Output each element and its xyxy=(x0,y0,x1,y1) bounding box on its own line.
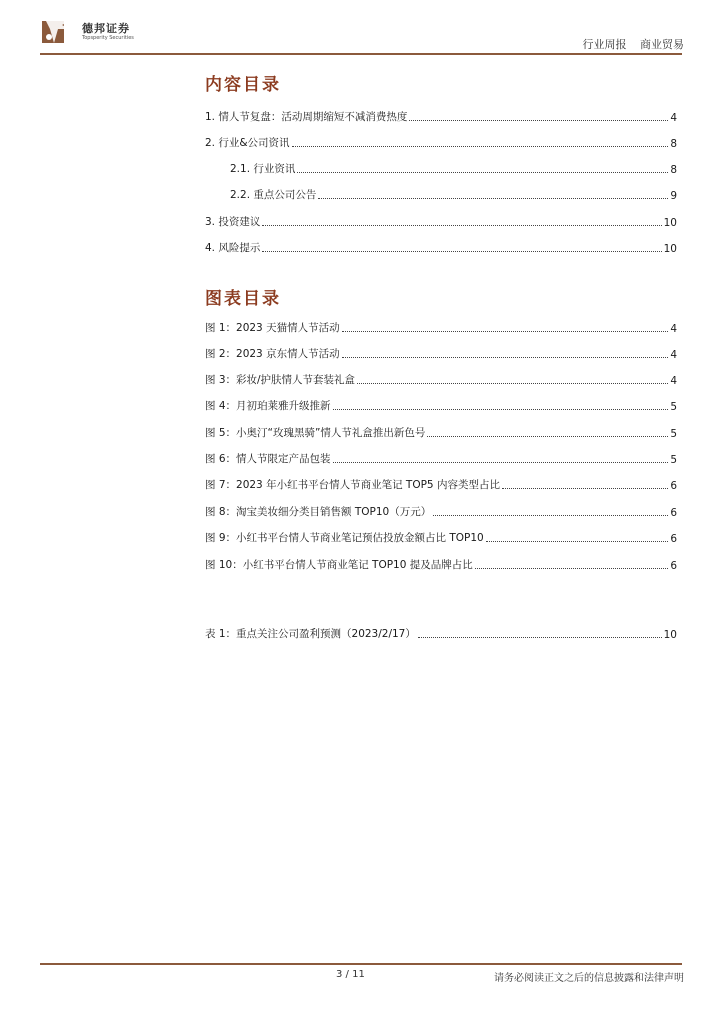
page-header xyxy=(0,0,724,56)
brand-name: 德邦证券 xyxy=(82,22,130,35)
page-number: 3 / 11 xyxy=(336,969,365,980)
table-entry-page: 10 xyxy=(663,629,677,641)
figure-entry-label: 图 6：情人节限定产品包装 xyxy=(205,453,331,465)
toc-entry[interactable] xyxy=(205,136,677,150)
figure-entry-label: 图 10：小红书平台情人节商业笔记 TOP10 提及品牌占比 xyxy=(205,559,473,571)
figure-entry-page: 5 xyxy=(670,428,677,440)
figure-entry[interactable] xyxy=(205,426,677,440)
industry-tag: 商业贸易 xyxy=(640,38,684,51)
dot-leader xyxy=(475,568,669,569)
dot-leader xyxy=(357,383,668,384)
dot-leader xyxy=(262,251,661,252)
toc-entry-label: 3. 投资建议 xyxy=(205,216,261,228)
figure-entry[interactable] xyxy=(205,321,677,335)
report-tags xyxy=(573,36,685,52)
figures-title: 图表目录 xyxy=(205,289,281,309)
table-entry-label: 表 1：重点关注公司盈利预测（2023/2/17） xyxy=(205,628,416,640)
brand-english-name: Topsperity Securities xyxy=(82,35,134,41)
figure-entry-page: 5 xyxy=(670,401,677,413)
figure-entry-label: 图 2：2023 京东情人节活动 xyxy=(205,348,340,360)
toc-entry-page: 8 xyxy=(670,164,677,176)
dot-leader xyxy=(433,515,668,516)
toc-entry-label: 2. 行业&公司资讯 xyxy=(205,137,290,149)
figure-entry-label: 图 8：淘宝美妆细分类目销售额 TOP10（万元） xyxy=(205,506,432,518)
table-entry[interactable] xyxy=(205,627,677,641)
toc-entry-label: 2.1. 行业资讯 xyxy=(230,163,296,175)
dot-leader xyxy=(409,120,668,121)
legal-disclaimer: 请务必阅读正文之后的信息披露和法律声明 xyxy=(494,973,684,984)
figure-entry-label: 图 7：2023 年小红书平台情人节商业笔记 TOP5 内容类型占比 xyxy=(205,479,500,491)
figure-entry[interactable] xyxy=(205,373,677,387)
toc-entry[interactable] xyxy=(230,162,677,176)
figure-entry-page: 4 xyxy=(670,349,677,361)
dot-leader xyxy=(342,331,669,332)
figure-entry-page: 4 xyxy=(670,323,677,335)
dot-leader xyxy=(297,172,668,173)
dot-leader xyxy=(318,198,668,199)
figure-entry-label: 图 1：2023 天猫情人节活动 xyxy=(205,322,340,334)
toc-entry-page: 10 xyxy=(663,243,677,255)
dot-leader xyxy=(502,488,668,489)
report-type-tag: 行业周报 xyxy=(582,38,627,51)
figure-entry-label: 图 3：彩妆/护肤情人节套装礼盒 xyxy=(205,374,356,386)
dot-leader xyxy=(262,225,661,226)
dot-leader xyxy=(342,357,669,358)
figure-entry[interactable] xyxy=(205,478,677,492)
figure-entry[interactable] xyxy=(205,452,677,466)
figure-entry[interactable] xyxy=(205,399,677,413)
figure-entry-label: 图 9：小红书平台情人节商业笔记预估投放金额占比 TOP10 xyxy=(205,532,484,544)
figure-entry-page: 4 xyxy=(670,375,677,387)
figure-entry-page: 5 xyxy=(670,454,677,466)
dot-leader xyxy=(486,541,669,542)
contents-title: 内容目录 xyxy=(205,75,281,95)
toc-entry-page: 4 xyxy=(670,112,677,124)
figure-entry-page: 6 xyxy=(670,560,677,572)
figure-entry-page: 6 xyxy=(670,533,677,545)
dot-leader xyxy=(333,409,669,410)
dot-leader xyxy=(333,462,669,463)
figure-entry-label: 图 5：小奥汀“玫瑰黑骑”情人节礼盒推出新色号 xyxy=(205,427,426,439)
figure-entry-page: 6 xyxy=(670,480,677,492)
figure-entry[interactable] xyxy=(205,347,677,361)
toc-entry[interactable] xyxy=(205,110,677,124)
dot-leader xyxy=(427,436,668,437)
dot-leader xyxy=(292,146,669,147)
toc-entry[interactable] xyxy=(230,188,677,202)
figure-entry[interactable] xyxy=(205,531,677,545)
figure-entry-label: 图 4：月初珀莱雅升级推新 xyxy=(205,400,331,412)
dot-leader xyxy=(418,637,662,638)
toc-entry-page: 9 xyxy=(670,190,677,202)
toc-entry-page: 10 xyxy=(663,217,677,229)
header-divider xyxy=(40,53,682,55)
footer-divider xyxy=(40,963,682,965)
figure-entry-page: 6 xyxy=(670,507,677,519)
toc-entry[interactable] xyxy=(205,215,677,229)
toc-entry-label: 1. 情人节复盘：活动周期缩短不减消费热度 xyxy=(205,111,408,123)
toc-entry-page: 8 xyxy=(670,138,677,150)
figure-entry[interactable] xyxy=(205,505,677,519)
figure-entry[interactable] xyxy=(205,558,677,572)
toc-entry[interactable] xyxy=(205,241,677,255)
brand-logo-icon xyxy=(40,15,74,47)
toc-entry-label: 2.2. 重点公司公告 xyxy=(230,189,317,201)
toc-entry-label: 4. 风险提示 xyxy=(205,242,261,254)
